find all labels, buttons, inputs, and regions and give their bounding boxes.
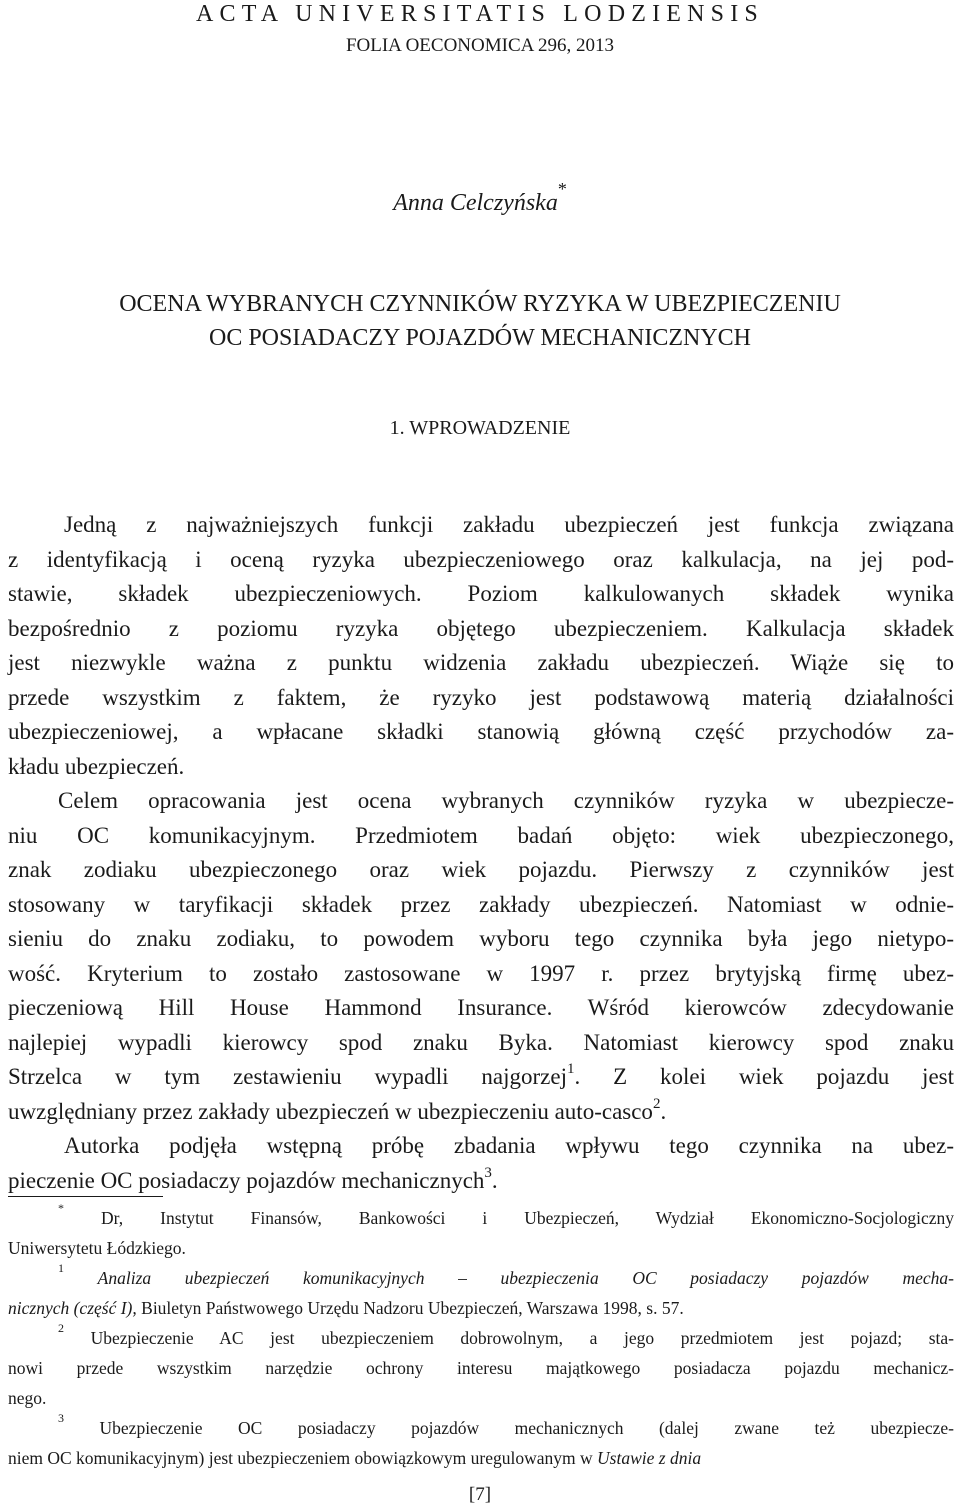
- folio-line: FOLIA OECONOMICA 296, 2013: [345, 35, 615, 56]
- footnote-line: [8, 1293, 954, 1323]
- footnote-text: Ustawie z dnia: [597, 1448, 702, 1468]
- footnote-text: Ubezpieczenie AC jest ubezpieczeniem dobrowolnym, a jego przedmiotem jest pojazd; sta-: [90, 1328, 954, 1348]
- body-text-run: .: [660, 1098, 667, 1124]
- body-text-run: uwzględniany przez zakłady ubezpieczeń w ubezpieczeniu auto-casco: [8, 1098, 653, 1124]
- footnote-mark: 2: [58, 1321, 64, 1336]
- body-line: znak zodiaku ubezpieczonego oraz wiek pojazdu. Pierwszy z czynników jest: [8, 857, 954, 882]
- body-line: bezpośrednio z poziomu ryzyka objętego ubezpieczeniem. Kalkulacja składek: [8, 615, 954, 641]
- footnote-ref-2: 2: [652, 1095, 661, 1112]
- body-line: sieniu do znaku zodiaku, to powodem wyboru tego czynnika była jego nietypo-: [8, 926, 954, 951]
- title-line-2: OC POSIADACZY POJAZDÓW MECHANICZNYCH: [208, 325, 752, 351]
- footnote-line: nowi przede wszystkim narzędzie ochrony interesu majątkowego posiadacza pojazdu mechanicz-: [8, 1358, 954, 1378]
- body-line: wość. Kryterium to zostało zastosowane w 1997 r. przez brytyjską firmę ubez-: [8, 960, 954, 986]
- body-line: [8, 1164, 954, 1199]
- author-footnote-mark: *: [557, 179, 567, 199]
- footnote-text: Dr, Instytut Finansów, Bankowości i Ubezpieczeń, Wydział Ekonomiczno-Socjologiczny: [101, 1208, 955, 1228]
- body-line: ubezpieczeniowej, a wpłacane składki stanowią główną część przychodów za-: [8, 719, 954, 744]
- page-number: [7]: [468, 1484, 492, 1505]
- body-line: Autorka podjęła wstępną próbę zbadania wpływu tego czynnika na ubez-: [64, 1133, 954, 1158]
- footnote-ref-3: 3: [484, 1164, 492, 1181]
- footnote-line: [8, 1263, 954, 1293]
- footnote-line: [8, 1203, 954, 1233]
- author-line: [0, 180, 960, 218]
- footnote-text: Ubezpieczenie OC posiadaczy pojazdów mechanicznych (dalej zwane też ubezpiecze-: [99, 1418, 954, 1438]
- body-line: jest niezwykle ważna z punktu widzenia zakładu ubezpieczeń. Wiąże się to: [8, 650, 954, 675]
- body-line: przede wszystkim z faktem, że ryzyko jest podstawową materią działalności: [8, 684, 954, 710]
- footnote-line: [8, 1413, 954, 1443]
- footnote-ref-1: 1: [566, 1061, 575, 1078]
- footnote-line: [8, 1323, 954, 1353]
- body-line: [8, 1095, 954, 1130]
- body-line: najlepiej wypadli kierowcy spod znaku Byka. Natomiast kierowcy spod znaku: [8, 1029, 954, 1055]
- body-line: pieczeniową Hill House Hammond Insurance. Wśród kierowców zdecydowanie: [8, 995, 954, 1020]
- footnote-text: Biuletyn Państwowego Urzędu Nadzoru Ubezpieczeń, Warszawa 1998, s. 57.: [136, 1298, 684, 1318]
- journal-name: ACTA UNIVERSITATIS LODZIENSIS: [196, 1, 764, 27]
- footnotes: [8, 1203, 954, 1473]
- footnote-separator: [8, 1196, 163, 1197]
- author-name: Anna Celczyńska: [393, 190, 558, 216]
- body-line: stosowany w taryfikacji składek przez zakłady ubezpieczeń. Natomiast w odnie-: [8, 891, 954, 917]
- article-title: [0, 287, 960, 355]
- body-line: niu OC komunikacyjnym. Przedmiotem badań objęto: wiek ubezpieczonego,: [8, 822, 954, 848]
- body-line: kładu ubezpieczeń.: [8, 753, 185, 779]
- footnote-text: Analiza ubezpieczeń komunikacyjnych – ubezpieczenia OC posiadaczy pojazdów mecha-: [97, 1268, 954, 1288]
- body-line: stawie, składek ubezpieczeniowych. Poziom kalkulowanych składek wynika: [8, 581, 954, 606]
- body-text-run: .: [491, 1167, 498, 1193]
- footnote-line: [8, 1443, 954, 1473]
- footnote-text: niem OC komunikacyjnym) jest ubezpieczeniem obowiązkowym uregulowanym w: [8, 1448, 598, 1468]
- footnote-mark: 1: [58, 1261, 64, 1276]
- footnote-mark: *: [58, 1201, 64, 1216]
- body-line: [8, 1060, 954, 1095]
- body-line: Jedną z najważniejszych funkcji zakładu ubezpieczeń jest funkcja związana: [64, 512, 954, 537]
- footnote-line: nego.: [8, 1388, 47, 1408]
- footnote-text: nicznych (część I),: [8, 1298, 137, 1318]
- footnote-line: Uniwersytetu Łódzkiego.: [8, 1238, 186, 1258]
- body-line: Celem opracowania jest ocena wybranych czynników ryzyka w ubezpiecze-: [58, 788, 954, 813]
- body-text-run: pieczenie OC posiadaczy pojazdów mechanicznych: [8, 1167, 485, 1193]
- title-line-1: OCENA WYBRANYCH CZYNNIKÓW RYZYKA W UBEZPIECZENIU: [119, 291, 841, 317]
- body-line: z identyfikacją i oceną ryzyka ubezpieczeniowego oraz kalkulacja, na jej pod-: [8, 546, 954, 572]
- body-text: [8, 508, 954, 1198]
- body-text-run: Strzelca w tym zestawieniu wypadli najgorzej: [8, 1064, 567, 1089]
- section-heading: 1. WPROWADZENIE: [389, 417, 571, 439]
- footnote-mark: 3: [58, 1411, 64, 1426]
- body-text-run: . Z kolei wiek pojazdu jest: [574, 1064, 954, 1089]
